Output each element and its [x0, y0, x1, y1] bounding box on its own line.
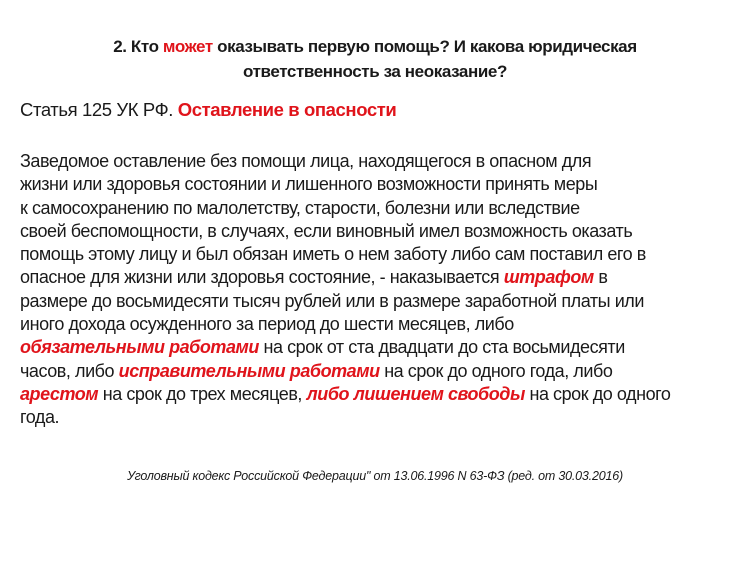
body-line [20, 360, 670, 383]
body-text: к самосохранению по малолетству, старости, болезни или вследствие [20, 197, 580, 218]
body-line [20, 336, 670, 359]
source-citation: Уголовный кодекс Российской Федерации" от 13.06.1996 N 63-ФЗ (ред. от 30.03.2016) [127, 469, 623, 483]
body-text: часов, либо [20, 360, 119, 381]
body-line [20, 313, 670, 336]
body-text: на срок от ста двадцати до ста восьмидесяти [258, 337, 625, 358]
body-line [20, 150, 670, 173]
body-text: опасное для жизни или здоровья состояние, - наказывается [20, 267, 504, 288]
body-line [20, 406, 670, 429]
body-text: в [593, 267, 608, 288]
body-line [20, 290, 670, 313]
penalty-highlight: штрафом [503, 267, 594, 288]
title-text: 2. Кто [113, 37, 163, 56]
body-text: размере до восьмидесяти тысяч рублей или в размере заработной платы или [20, 290, 644, 311]
body-text: иного дохода осужденного за период до шести месяцев, либо [20, 314, 514, 335]
article-label: Статья 125 УК РФ. [20, 99, 178, 120]
article-heading [20, 99, 396, 121]
penalty-highlight: обязательными работами [20, 337, 259, 358]
body-text: на срок до одного года, либо [379, 360, 613, 381]
title-line-2: ответственность за неоказание? [243, 62, 507, 81]
body-line [20, 243, 670, 266]
body-text: своей беспомощности, в случаях, если виновный имел возможность оказать [20, 220, 633, 241]
article-body [20, 150, 670, 430]
body-line [20, 266, 670, 289]
body-text: на срок до одного [524, 383, 671, 404]
body-line [20, 220, 670, 243]
penalty-highlight: арестом [20, 383, 99, 404]
body-text: Заведомое оставление без помощи лица, находящегося в опасном для [20, 151, 592, 171]
slide-title [0, 34, 750, 84]
body-text: жизни или здоровья состоянии и лишенного возможности принять меры [20, 174, 598, 195]
body-text: года. [20, 407, 60, 428]
title-text: оказывать первую помощь? И какова юридическая [212, 37, 637, 56]
title-line-1 [0, 34, 750, 59]
title-highlight: может [162, 37, 213, 56]
body-line [20, 173, 670, 196]
body-text: помощь этому лицу и был обязан иметь о нем заботу либо сам поставил его в [20, 244, 646, 265]
penalty-highlight: либо лишением свободы [306, 383, 525, 404]
penalty-highlight: исправительными работами [118, 360, 380, 381]
body-line [20, 383, 670, 406]
body-text: на срок до трех месяцев, [98, 383, 307, 404]
body-line [20, 197, 670, 220]
article-name: Оставление в опасности [177, 99, 397, 120]
